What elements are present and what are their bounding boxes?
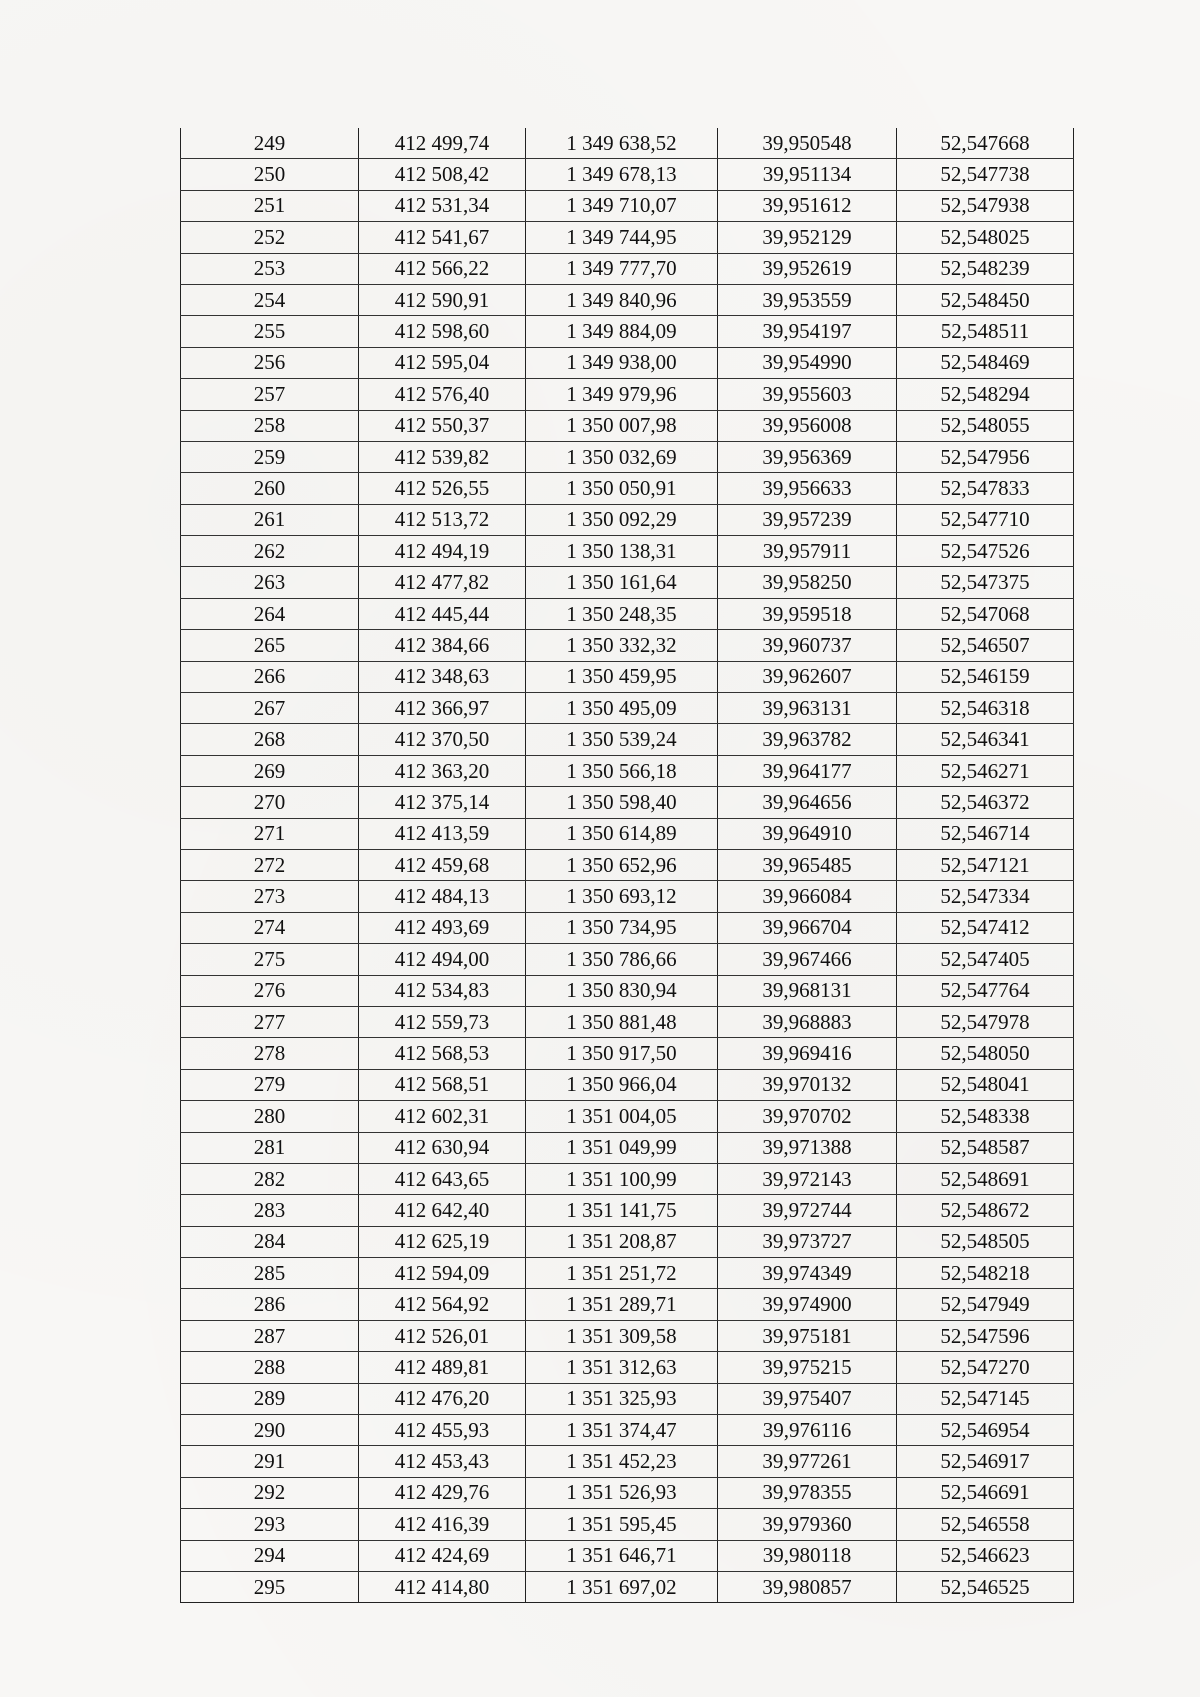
point-number-cell: 261 <box>181 504 359 535</box>
table-row <box>181 912 1074 943</box>
x-coordinate-cell: 412 513,72 <box>359 504 526 535</box>
y-coordinate-cell: 1 351 289,71 <box>526 1289 718 1320</box>
latitude-cell: 52,547526 <box>897 536 1074 567</box>
x-coordinate-cell: 412 568,53 <box>359 1038 526 1069</box>
y-coordinate-cell: 1 349 777,70 <box>526 253 718 284</box>
y-coordinate-cell: 1 349 744,95 <box>526 222 718 253</box>
y-coordinate-cell: 1 351 251,72 <box>526 1258 718 1289</box>
longitude-cell: 39,970702 <box>718 1101 897 1132</box>
longitude-cell: 39,980118 <box>718 1540 897 1571</box>
x-coordinate-cell: 412 602,31 <box>359 1101 526 1132</box>
table-row <box>181 1383 1074 1414</box>
latitude-cell: 52,547121 <box>897 849 1074 880</box>
point-number-cell: 273 <box>181 881 359 912</box>
point-number-cell: 281 <box>181 1132 359 1163</box>
y-coordinate-cell: 1 350 786,66 <box>526 944 718 975</box>
longitude-cell: 39,968883 <box>718 1006 897 1037</box>
latitude-cell: 52,547949 <box>897 1289 1074 1320</box>
y-coordinate-cell: 1 350 566,18 <box>526 755 718 786</box>
latitude-cell: 52,548672 <box>897 1195 1074 1226</box>
point-number-cell: 275 <box>181 944 359 975</box>
y-coordinate-cell: 1 349 979,96 <box>526 379 718 410</box>
table-row <box>181 1006 1074 1037</box>
point-number-cell: 263 <box>181 567 359 598</box>
table-row <box>181 410 1074 441</box>
longitude-cell: 39,974900 <box>718 1289 897 1320</box>
longitude-cell: 39,956369 <box>718 441 897 472</box>
longitude-cell: 39,967466 <box>718 944 897 975</box>
latitude-cell: 52,548511 <box>897 316 1074 347</box>
y-coordinate-cell: 1 350 459,95 <box>526 661 718 692</box>
x-coordinate-cell: 412 642,40 <box>359 1195 526 1226</box>
longitude-cell: 39,965485 <box>718 849 897 880</box>
longitude-cell: 39,969416 <box>718 1038 897 1069</box>
latitude-cell: 52,548041 <box>897 1069 1074 1100</box>
longitude-cell: 39,960737 <box>718 630 897 661</box>
point-number-cell: 277 <box>181 1006 359 1037</box>
y-coordinate-cell: 1 351 208,87 <box>526 1226 718 1257</box>
y-coordinate-cell: 1 351 049,99 <box>526 1132 718 1163</box>
x-coordinate-cell: 412 445,44 <box>359 598 526 629</box>
latitude-cell: 52,546714 <box>897 818 1074 849</box>
y-coordinate-cell: 1 351 309,58 <box>526 1320 718 1351</box>
table-row <box>181 1163 1074 1194</box>
y-coordinate-cell: 1 350 161,64 <box>526 567 718 598</box>
x-coordinate-cell: 412 499,74 <box>359 128 526 159</box>
x-coordinate-cell: 412 370,50 <box>359 724 526 755</box>
x-coordinate-cell: 412 414,80 <box>359 1571 526 1602</box>
point-number-cell: 290 <box>181 1415 359 1446</box>
x-coordinate-cell: 412 625,19 <box>359 1226 526 1257</box>
longitude-cell: 39,966084 <box>718 881 897 912</box>
x-coordinate-cell: 412 630,94 <box>359 1132 526 1163</box>
table-row <box>181 1038 1074 1069</box>
latitude-cell: 52,547738 <box>897 159 1074 190</box>
table-row <box>181 222 1074 253</box>
x-coordinate-cell: 412 429,76 <box>359 1477 526 1508</box>
x-coordinate-cell: 412 413,59 <box>359 818 526 849</box>
longitude-cell: 39,972744 <box>718 1195 897 1226</box>
x-coordinate-cell: 412 539,82 <box>359 441 526 472</box>
table-row <box>181 1540 1074 1571</box>
table-row <box>181 473 1074 504</box>
point-number-cell: 274 <box>181 912 359 943</box>
x-coordinate-cell: 412 493,69 <box>359 912 526 943</box>
coordinates-table-container <box>180 128 1073 1603</box>
table-row <box>181 441 1074 472</box>
y-coordinate-cell: 1 350 138,31 <box>526 536 718 567</box>
table-row <box>181 849 1074 880</box>
latitude-cell: 52,548587 <box>897 1132 1074 1163</box>
longitude-cell: 39,956633 <box>718 473 897 504</box>
y-coordinate-cell: 1 349 710,07 <box>526 190 718 221</box>
y-coordinate-cell: 1 350 614,89 <box>526 818 718 849</box>
table-row <box>181 944 1074 975</box>
point-number-cell: 252 <box>181 222 359 253</box>
y-coordinate-cell: 1 350 966,04 <box>526 1069 718 1100</box>
point-number-cell: 259 <box>181 441 359 472</box>
table-row <box>181 693 1074 724</box>
point-number-cell: 270 <box>181 787 359 818</box>
latitude-cell: 52,546318 <box>897 693 1074 724</box>
latitude-cell: 52,546917 <box>897 1446 1074 1477</box>
table-row <box>181 128 1074 159</box>
y-coordinate-cell: 1 350 652,96 <box>526 849 718 880</box>
x-coordinate-cell: 412 531,34 <box>359 190 526 221</box>
table-row <box>181 1289 1074 1320</box>
longitude-cell: 39,964177 <box>718 755 897 786</box>
point-number-cell: 264 <box>181 598 359 629</box>
latitude-cell: 52,548691 <box>897 1163 1074 1194</box>
latitude-cell: 52,548505 <box>897 1226 1074 1257</box>
x-coordinate-cell: 412 526,01 <box>359 1320 526 1351</box>
x-coordinate-cell: 412 476,20 <box>359 1383 526 1414</box>
latitude-cell: 52,547978 <box>897 1006 1074 1037</box>
table-row <box>181 1509 1074 1540</box>
longitude-cell: 39,975181 <box>718 1320 897 1351</box>
longitude-cell: 39,954197 <box>718 316 897 347</box>
latitude-cell: 52,546623 <box>897 1540 1074 1571</box>
longitude-cell: 39,963131 <box>718 693 897 724</box>
x-coordinate-cell: 412 348,63 <box>359 661 526 692</box>
y-coordinate-cell: 1 351 141,75 <box>526 1195 718 1226</box>
table-row <box>181 1415 1074 1446</box>
y-coordinate-cell: 1 351 325,93 <box>526 1383 718 1414</box>
longitude-cell: 39,968131 <box>718 975 897 1006</box>
longitude-cell: 39,978355 <box>718 1477 897 1508</box>
y-coordinate-cell: 1 350 598,40 <box>526 787 718 818</box>
point-number-cell: 288 <box>181 1352 359 1383</box>
longitude-cell: 39,952129 <box>718 222 897 253</box>
latitude-cell: 52,546341 <box>897 724 1074 755</box>
point-number-cell: 271 <box>181 818 359 849</box>
longitude-cell: 39,957911 <box>718 536 897 567</box>
longitude-cell: 39,959518 <box>718 598 897 629</box>
point-number-cell: 295 <box>181 1571 359 1602</box>
table-row <box>181 1320 1074 1351</box>
latitude-cell: 52,547068 <box>897 598 1074 629</box>
table-row <box>181 818 1074 849</box>
point-number-cell: 278 <box>181 1038 359 1069</box>
y-coordinate-cell: 1 350 007,98 <box>526 410 718 441</box>
x-coordinate-cell: 412 416,39 <box>359 1509 526 1540</box>
x-coordinate-cell: 412 541,67 <box>359 222 526 253</box>
longitude-cell: 39,974349 <box>718 1258 897 1289</box>
y-coordinate-cell: 1 350 830,94 <box>526 975 718 1006</box>
point-number-cell: 289 <box>181 1383 359 1414</box>
x-coordinate-cell: 412 484,13 <box>359 881 526 912</box>
latitude-cell: 52,547710 <box>897 504 1074 535</box>
table-row <box>181 1352 1074 1383</box>
longitude-cell: 39,977261 <box>718 1446 897 1477</box>
x-coordinate-cell: 412 455,93 <box>359 1415 526 1446</box>
longitude-cell: 39,953559 <box>718 284 897 315</box>
latitude-cell: 52,547668 <box>897 128 1074 159</box>
y-coordinate-cell: 1 351 595,45 <box>526 1509 718 1540</box>
y-coordinate-cell: 1 350 495,09 <box>526 693 718 724</box>
longitude-cell: 39,964656 <box>718 787 897 818</box>
table-row <box>181 316 1074 347</box>
x-coordinate-cell: 412 598,60 <box>359 316 526 347</box>
table-row <box>181 1132 1074 1163</box>
point-number-cell: 279 <box>181 1069 359 1100</box>
longitude-cell: 39,956008 <box>718 410 897 441</box>
point-number-cell: 254 <box>181 284 359 315</box>
latitude-cell: 52,546525 <box>897 1571 1074 1602</box>
latitude-cell: 52,546271 <box>897 755 1074 786</box>
point-number-cell: 266 <box>181 661 359 692</box>
x-coordinate-cell: 412 595,04 <box>359 347 526 378</box>
point-number-cell: 269 <box>181 755 359 786</box>
point-number-cell: 294 <box>181 1540 359 1571</box>
y-coordinate-cell: 1 350 881,48 <box>526 1006 718 1037</box>
latitude-cell: 52,548450 <box>897 284 1074 315</box>
point-number-cell: 280 <box>181 1101 359 1132</box>
y-coordinate-cell: 1 351 646,71 <box>526 1540 718 1571</box>
y-coordinate-cell: 1 350 032,69 <box>526 441 718 472</box>
point-number-cell: 286 <box>181 1289 359 1320</box>
table-row <box>181 881 1074 912</box>
longitude-cell: 39,972143 <box>718 1163 897 1194</box>
point-number-cell: 284 <box>181 1226 359 1257</box>
y-coordinate-cell: 1 350 050,91 <box>526 473 718 504</box>
longitude-cell: 39,955603 <box>718 379 897 410</box>
table-row <box>181 567 1074 598</box>
x-coordinate-cell: 412 453,43 <box>359 1446 526 1477</box>
table-row <box>181 787 1074 818</box>
y-coordinate-cell: 1 349 840,96 <box>526 284 718 315</box>
table-row <box>181 630 1074 661</box>
x-coordinate-cell: 412 594,09 <box>359 1258 526 1289</box>
table-row <box>181 159 1074 190</box>
latitude-cell: 52,547375 <box>897 567 1074 598</box>
x-coordinate-cell: 412 550,37 <box>359 410 526 441</box>
table-row <box>181 284 1074 315</box>
longitude-cell: 39,979360 <box>718 1509 897 1540</box>
longitude-cell: 39,954990 <box>718 347 897 378</box>
y-coordinate-cell: 1 349 678,13 <box>526 159 718 190</box>
x-coordinate-cell: 412 459,68 <box>359 849 526 880</box>
x-coordinate-cell: 412 489,81 <box>359 1352 526 1383</box>
longitude-cell: 39,958250 <box>718 567 897 598</box>
point-number-cell: 251 <box>181 190 359 221</box>
x-coordinate-cell: 412 375,14 <box>359 787 526 818</box>
x-coordinate-cell: 412 384,66 <box>359 630 526 661</box>
latitude-cell: 52,548218 <box>897 1258 1074 1289</box>
x-coordinate-cell: 412 643,65 <box>359 1163 526 1194</box>
x-coordinate-cell: 412 559,73 <box>359 1006 526 1037</box>
y-coordinate-cell: 1 350 248,35 <box>526 598 718 629</box>
table-row <box>181 347 1074 378</box>
point-number-cell: 265 <box>181 630 359 661</box>
latitude-cell: 52,548338 <box>897 1101 1074 1132</box>
table-row <box>181 1477 1074 1508</box>
table-row <box>181 1101 1074 1132</box>
table-row <box>181 190 1074 221</box>
point-number-cell: 287 <box>181 1320 359 1351</box>
latitude-cell: 52,547145 <box>897 1383 1074 1414</box>
point-number-cell: 293 <box>181 1509 359 1540</box>
point-number-cell: 258 <box>181 410 359 441</box>
point-number-cell: 257 <box>181 379 359 410</box>
latitude-cell: 52,547833 <box>897 473 1074 504</box>
point-number-cell: 267 <box>181 693 359 724</box>
table-row <box>181 1226 1074 1257</box>
latitude-cell: 52,548055 <box>897 410 1074 441</box>
x-coordinate-cell: 412 526,55 <box>359 473 526 504</box>
longitude-cell: 39,971388 <box>718 1132 897 1163</box>
longitude-cell: 39,964910 <box>718 818 897 849</box>
table-row <box>181 1195 1074 1226</box>
y-coordinate-cell: 1 351 374,47 <box>526 1415 718 1446</box>
table-row <box>181 755 1074 786</box>
point-number-cell: 268 <box>181 724 359 755</box>
longitude-cell: 39,962607 <box>718 661 897 692</box>
point-number-cell: 255 <box>181 316 359 347</box>
latitude-cell: 52,547938 <box>897 190 1074 221</box>
x-coordinate-cell: 412 568,51 <box>359 1069 526 1100</box>
latitude-cell: 52,547956 <box>897 441 1074 472</box>
y-coordinate-cell: 1 351 100,99 <box>526 1163 718 1194</box>
x-coordinate-cell: 412 508,42 <box>359 159 526 190</box>
x-coordinate-cell: 412 366,97 <box>359 693 526 724</box>
latitude-cell: 52,547334 <box>897 881 1074 912</box>
point-number-cell: 272 <box>181 849 359 880</box>
longitude-cell: 39,963782 <box>718 724 897 755</box>
x-coordinate-cell: 412 566,22 <box>359 253 526 284</box>
x-coordinate-cell: 412 494,19 <box>359 536 526 567</box>
table-row <box>181 724 1074 755</box>
latitude-cell: 52,548050 <box>897 1038 1074 1069</box>
y-coordinate-cell: 1 350 734,95 <box>526 912 718 943</box>
longitude-cell: 39,970132 <box>718 1069 897 1100</box>
longitude-cell: 39,966704 <box>718 912 897 943</box>
latitude-cell: 52,546159 <box>897 661 1074 692</box>
y-coordinate-cell: 1 351 452,23 <box>526 1446 718 1477</box>
point-number-cell: 250 <box>181 159 359 190</box>
x-coordinate-cell: 412 494,00 <box>359 944 526 975</box>
x-coordinate-cell: 412 576,40 <box>359 379 526 410</box>
latitude-cell: 52,547405 <box>897 944 1074 975</box>
x-coordinate-cell: 412 564,92 <box>359 1289 526 1320</box>
longitude-cell: 39,950548 <box>718 128 897 159</box>
longitude-cell: 39,951612 <box>718 190 897 221</box>
latitude-cell: 52,547412 <box>897 912 1074 943</box>
table-row <box>181 598 1074 629</box>
y-coordinate-cell: 1 350 092,29 <box>526 504 718 535</box>
y-coordinate-cell: 1 351 697,02 <box>526 1571 718 1602</box>
table-row <box>181 379 1074 410</box>
table-row <box>181 1446 1074 1477</box>
latitude-cell: 52,548025 <box>897 222 1074 253</box>
x-coordinate-cell: 412 363,20 <box>359 755 526 786</box>
x-coordinate-cell: 412 534,83 <box>359 975 526 1006</box>
longitude-cell: 39,980857 <box>718 1571 897 1602</box>
latitude-cell: 52,548469 <box>897 347 1074 378</box>
point-number-cell: 282 <box>181 1163 359 1194</box>
latitude-cell: 52,548239 <box>897 253 1074 284</box>
table-row <box>181 1069 1074 1100</box>
longitude-cell: 39,951134 <box>718 159 897 190</box>
point-number-cell: 292 <box>181 1477 359 1508</box>
longitude-cell: 39,952619 <box>718 253 897 284</box>
point-number-cell: 283 <box>181 1195 359 1226</box>
longitude-cell: 39,973727 <box>718 1226 897 1257</box>
y-coordinate-cell: 1 350 332,32 <box>526 630 718 661</box>
table-row <box>181 536 1074 567</box>
point-number-cell: 276 <box>181 975 359 1006</box>
longitude-cell: 39,975215 <box>718 1352 897 1383</box>
table-row <box>181 1258 1074 1289</box>
latitude-cell: 52,547764 <box>897 975 1074 1006</box>
y-coordinate-cell: 1 349 638,52 <box>526 128 718 159</box>
x-coordinate-cell: 412 590,91 <box>359 284 526 315</box>
point-number-cell: 256 <box>181 347 359 378</box>
longitude-cell: 39,975407 <box>718 1383 897 1414</box>
y-coordinate-cell: 1 351 526,93 <box>526 1477 718 1508</box>
latitude-cell: 52,546558 <box>897 1509 1074 1540</box>
y-coordinate-cell: 1 351 312,63 <box>526 1352 718 1383</box>
longitude-cell: 39,957239 <box>718 504 897 535</box>
table-row <box>181 504 1074 535</box>
latitude-cell: 52,546954 <box>897 1415 1074 1446</box>
y-coordinate-cell: 1 350 917,50 <box>526 1038 718 1069</box>
point-number-cell: 253 <box>181 253 359 284</box>
latitude-cell: 52,546372 <box>897 787 1074 818</box>
table-row <box>181 1571 1074 1602</box>
latitude-cell: 52,547270 <box>897 1352 1074 1383</box>
table-row <box>181 975 1074 1006</box>
latitude-cell: 52,547596 <box>897 1320 1074 1351</box>
latitude-cell: 52,546691 <box>897 1477 1074 1508</box>
y-coordinate-cell: 1 351 004,05 <box>526 1101 718 1132</box>
latitude-cell: 52,546507 <box>897 630 1074 661</box>
y-coordinate-cell: 1 349 938,00 <box>526 347 718 378</box>
y-coordinate-cell: 1 350 539,24 <box>526 724 718 755</box>
point-number-cell: 249 <box>181 128 359 159</box>
table-row <box>181 661 1074 692</box>
x-coordinate-cell: 412 477,82 <box>359 567 526 598</box>
latitude-cell: 52,548294 <box>897 379 1074 410</box>
point-number-cell: 260 <box>181 473 359 504</box>
coordinates-table <box>180 128 1074 1603</box>
y-coordinate-cell: 1 349 884,09 <box>526 316 718 347</box>
point-number-cell: 262 <box>181 536 359 567</box>
table-row <box>181 253 1074 284</box>
y-coordinate-cell: 1 350 693,12 <box>526 881 718 912</box>
x-coordinate-cell: 412 424,69 <box>359 1540 526 1571</box>
point-number-cell: 285 <box>181 1258 359 1289</box>
longitude-cell: 39,976116 <box>718 1415 897 1446</box>
point-number-cell: 291 <box>181 1446 359 1477</box>
coordinates-table-body <box>181 128 1074 1603</box>
